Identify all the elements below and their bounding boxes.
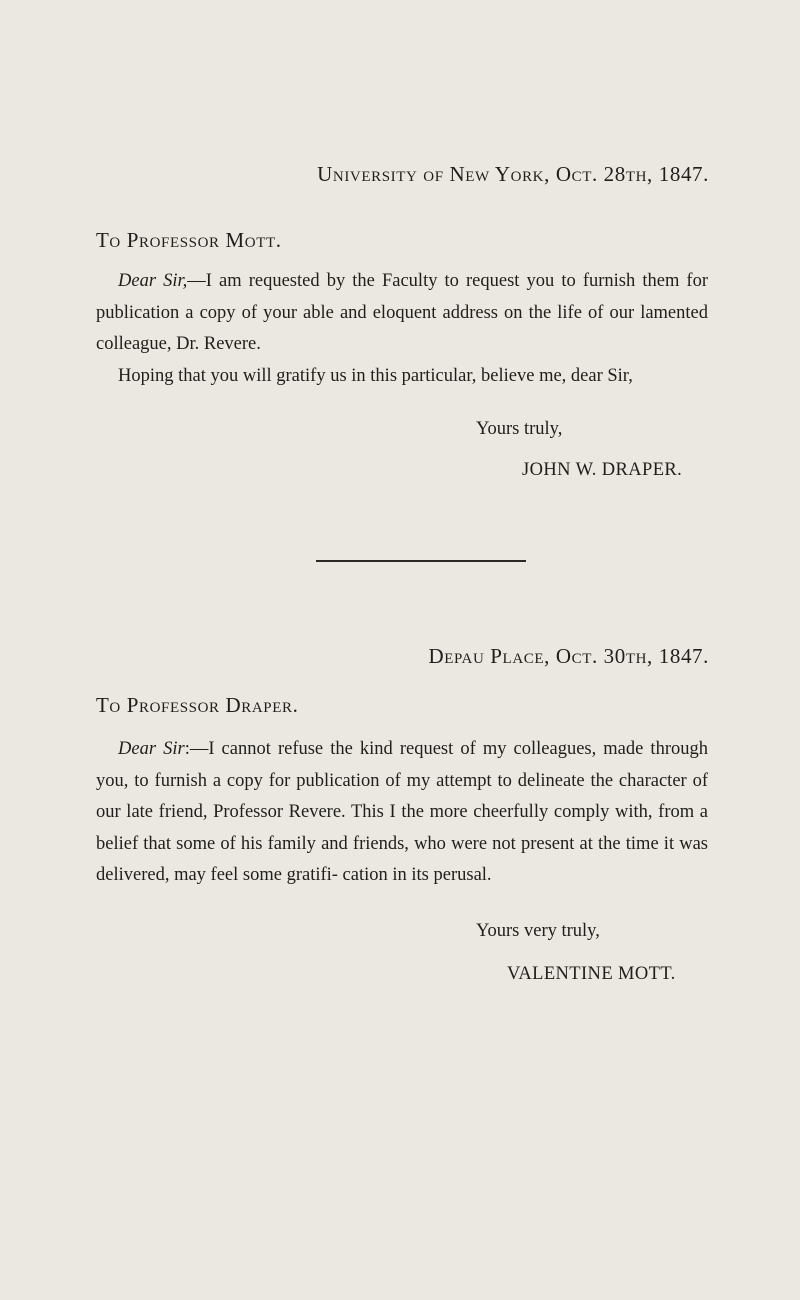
letter2-body: :—I cannot refuse the kind request of my colleagues, made through you, to furnish a copy for publication of my attempt to delineate the character of our late friend, Professor Revere. This I the more cheerfully comply with, from a belief that some of his family and friends, who were not present at the time it was delivered, may feel some gratifi- cation in its perusal. (96, 739, 708, 885)
letter1-salutation: Dear Sir, (118, 271, 188, 291)
letter1-paragraph (96, 266, 708, 361)
letter2-paragraph (96, 734, 708, 892)
letter1-dateline: University of New York, Oct. 28th, 1847. (317, 162, 709, 186)
letter1-paragraph-2 (96, 361, 708, 393)
letter1-body: —I am requested by the Faculty to request you to furnish them for publication a copy of your able and eloquent address on the life of our lamented colleague, Dr. Revere. (96, 271, 708, 354)
letter2-dateline: Depau Place, Oct. 30th, 1847. (428, 644, 709, 668)
letter2-salutation: Dear Sir (118, 739, 185, 759)
letter2-closing: Yours very truly, (476, 921, 600, 941)
letter2-signature: VALENTINE MOTT. (507, 964, 676, 984)
letter1-closing: Yours truly, (476, 419, 563, 439)
letter2-addressee: To Professor Draper. (96, 693, 299, 717)
letter1-addressee: To Professor Mott. (96, 228, 282, 252)
letter1-body2: Hoping that you will gratify us in this particular, believe me, dear Sir, (118, 366, 633, 386)
letter1-signature: JOHN W. DRAPER. (522, 460, 683, 480)
section-divider (316, 560, 526, 562)
